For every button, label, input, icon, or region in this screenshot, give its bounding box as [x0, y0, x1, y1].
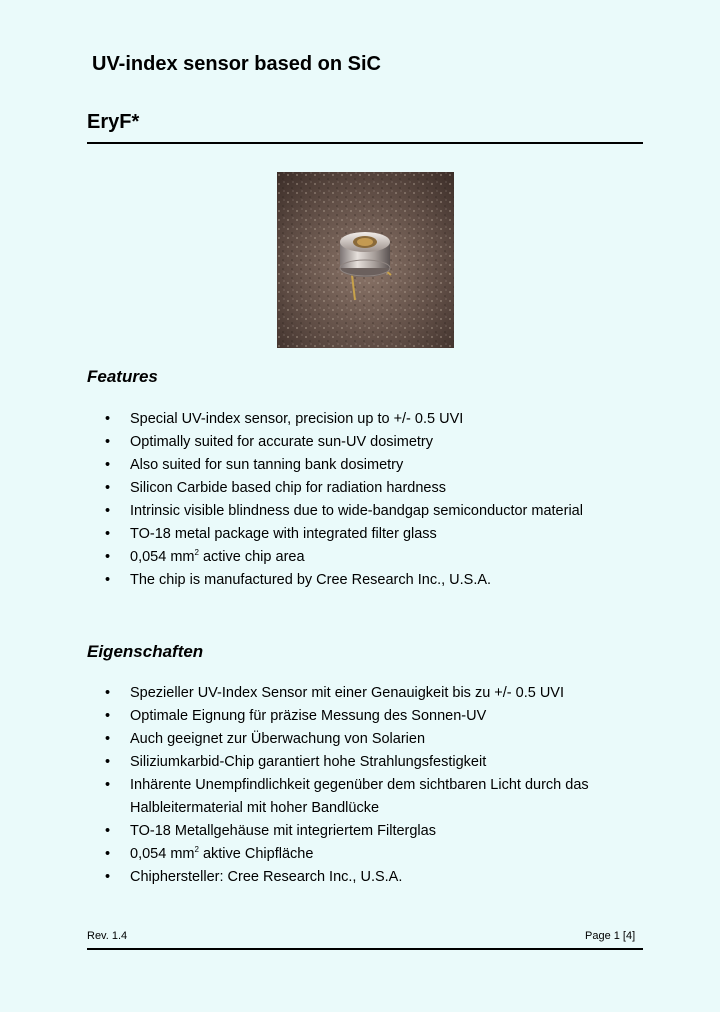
list-item: • Chiphersteller: Cree Research Inc., U.S.A.	[105, 866, 605, 889]
eigenschaften-heading: Eigenschaften	[87, 642, 204, 661]
list-item: • Optimale Eignung für präzise Messung des Sonnen-UV	[105, 705, 605, 728]
document-title: UV-index sensor based on SiC	[92, 53, 381, 75]
chip-area-label: active chip area	[198, 549, 305, 565]
list-item	[105, 546, 583, 569]
page-number: Page 1 [4]	[585, 930, 636, 942]
list-item: • The chip is manufactured by Cree Research Inc., U.S.A.	[105, 569, 583, 592]
list-item: • Intrinsic visible blindness due to wide-bandgap semiconductor material	[105, 500, 583, 523]
revision-label: Rev. 1.4	[87, 930, 128, 942]
list-item	[105, 843, 605, 866]
list-item: • Inhärente Unempfindlichkeit gegenüber dem sichtbaren Licht durch das Halbleitermaterial mit hoher Bandlücke	[105, 774, 605, 820]
list-item: • Special UV-index sensor, precision up to +/- 0.5 UVI	[105, 408, 583, 431]
sensor-photo	[277, 172, 454, 348]
list-item: • Auch geeignet zur Überwachung von Solarien	[105, 728, 605, 751]
eigenschaften-list	[105, 682, 605, 889]
list-item: • Silicon Carbide based chip for radiation hardness	[105, 477, 583, 500]
product-name: EryF*	[87, 111, 140, 133]
footer-divider	[87, 948, 643, 950]
list-item: • TO-18 Metallgehäuse mit integriertem Filterglas	[105, 820, 605, 843]
list-item: • TO-18 metal package with integrated filter glass	[105, 523, 583, 546]
header-divider	[87, 142, 643, 144]
features-heading: Features	[87, 367, 158, 386]
chip-area-value: 0,054 mm	[130, 549, 195, 565]
list-item: • Optimally suited for accurate sun-UV dosimetry	[105, 431, 583, 454]
list-item: • Siliziumkarbid-Chip garantiert hohe Strahlungsfestigkeit	[105, 751, 605, 774]
chip-area-label: aktive Chipfläche	[198, 846, 314, 862]
chip-area-value: 0,054 mm	[130, 846, 195, 862]
list-item: • Spezieller UV-Index Sensor mit einer Genauigkeit bis zu +/- 0.5 UVI	[105, 682, 605, 705]
features-list	[105, 408, 583, 592]
exponent: 2	[194, 845, 199, 854]
exponent: 2	[194, 548, 199, 557]
list-item: • Also suited for sun tanning bank dosimetry	[105, 454, 583, 477]
